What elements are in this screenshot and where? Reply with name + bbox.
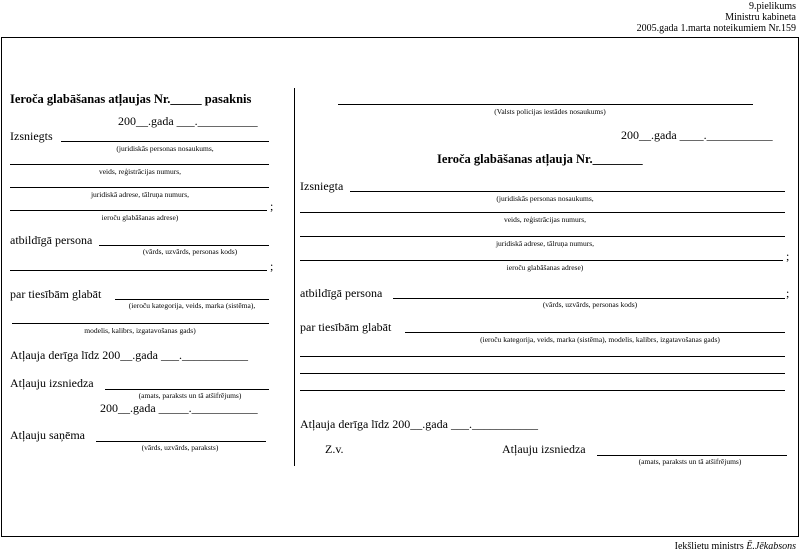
- stub-caption-weapon: (ieroču kategorija, veids, marka (sistēma),: [128, 301, 256, 310]
- permit-caption-reg: veids, reģistrācijas numurs,: [503, 215, 587, 224]
- permit-weapon-line4[interactable]: [300, 390, 785, 391]
- stub-issued-label: Izsniegts: [10, 129, 53, 143]
- stub-caption-model: modelis, kalibrs, izgatavošanas gads): [84, 326, 196, 335]
- permit-date: 200__.gada ____.___________: [621, 128, 773, 142]
- permit-caption-issuer: (amats, paraksts un tā atšifrējums): [638, 457, 742, 466]
- stub-issued-line[interactable]: [61, 141, 269, 142]
- stub-issuer-line[interactable]: [105, 389, 269, 390]
- stamp-placeholder: Z.v.: [325, 442, 344, 456]
- stub-semicolon: ;: [270, 199, 274, 213]
- permit-addr-line[interactable]: [300, 236, 785, 237]
- permit-issued-line[interactable]: [350, 191, 785, 192]
- permit-right-line[interactable]: [405, 332, 785, 333]
- stub-date: 200__.gada ___.__________: [118, 114, 258, 128]
- caption-police-office: (Valsts policijas iestādes nosaukums): [494, 107, 606, 116]
- permit-semicolon: ;: [786, 249, 790, 263]
- stub-addr-line[interactable]: [10, 187, 269, 188]
- permit-issuer-line[interactable]: [597, 455, 787, 456]
- permit-caption-store: ieroču glabāšanas adrese): [506, 263, 584, 272]
- permit-caption-jur-name: (juridiskās personas nosaukums,: [496, 194, 594, 203]
- stub-caption-addr: juridiskā adrese, tālruņa numurs,: [90, 190, 190, 199]
- stub-model-line[interactable]: [12, 323, 269, 324]
- regulation-reference: 2005.gada 1.marta noteikumiem Nr.159: [636, 23, 796, 34]
- signature-line: [675, 541, 796, 552]
- permit-issued-label: Izsniegta: [300, 179, 344, 193]
- police-office-line[interactable]: [338, 104, 753, 105]
- cut-divider: [294, 88, 295, 466]
- stub-issuer-label: Atļauju izsniedza: [10, 376, 94, 390]
- minister-name: Ē.Jēkabsons: [746, 541, 796, 552]
- stub-received-line[interactable]: [96, 441, 266, 442]
- permit-valid-label: Atļauja derīga līdz 200__.gada ___.___________: [300, 417, 538, 431]
- minister-title: Iekšlietu ministrs: [674, 541, 744, 552]
- permit-issuer-label: Atļauju izsniedza: [502, 442, 586, 456]
- permit-caption-weapon: (ieroču kategorija, veids, marka (sistēma), modelis, kalibrs, izgatavošanas gads): [480, 335, 720, 344]
- stub-caption-issuer: (amats, paraksts un tā atšifrējums): [138, 391, 242, 400]
- stub-issuer-date: 200__.gada _____.___________: [100, 401, 258, 415]
- permit-reg-line[interactable]: [300, 212, 785, 213]
- stub-responsible-line[interactable]: [99, 245, 269, 246]
- permit-weapon-line2[interactable]: [300, 356, 785, 357]
- permit-right-label: par tiesībām glabāt: [300, 320, 392, 334]
- stub-caption-store: ieroču glabāšanas adrese): [101, 213, 179, 222]
- stub-reg-line[interactable]: [10, 164, 269, 165]
- stub-caption-reg: veids, reģistrācijas numurs,: [98, 167, 182, 176]
- cabinet-label: Ministru kabineta: [725, 12, 796, 23]
- annex-number: 9.pielikums: [749, 1, 796, 12]
- permit-semicolon-2: ;: [786, 286, 790, 300]
- stub-right-label: par tiesībām glabāt: [10, 287, 102, 301]
- stub-caption-received: (vārds, uzvārds, paraksts): [141, 443, 219, 452]
- stub-person-line2[interactable]: [10, 270, 267, 271]
- permit-responsible-line[interactable]: [393, 298, 785, 299]
- stub-responsible-label: atbildīgā persona: [10, 233, 93, 247]
- permit-store-line[interactable]: [300, 260, 783, 261]
- permit-caption-person: (vārds, uzvārds, personas kods): [542, 300, 638, 309]
- stub-received-label: Atļauju saņēma: [10, 428, 85, 442]
- stub-title: Ieroča glabāšanas atļaujas Nr._____ pasaknis: [10, 92, 252, 106]
- stub-semicolon-2: ;: [270, 259, 274, 273]
- stub-right-line[interactable]: [115, 299, 269, 300]
- permit-weapon-line3[interactable]: [300, 373, 785, 374]
- stub-caption-jur-name: (juridiskās personas nosaukums,: [116, 144, 214, 153]
- stub-caption-person: (vārds, uzvārds, personas kods): [142, 247, 238, 256]
- stub-store-line[interactable]: [10, 210, 267, 211]
- permit-title: Ieroča glabāšanas atļauja Nr.________: [437, 152, 643, 166]
- permit-responsible-label: atbildīgā persona: [300, 286, 383, 300]
- permit-caption-addr: juridiskā adrese, tālruņa numurs,: [495, 239, 595, 248]
- stub-valid-label: Atļauja derīga līdz 200__.gada ___.___________: [10, 348, 248, 362]
